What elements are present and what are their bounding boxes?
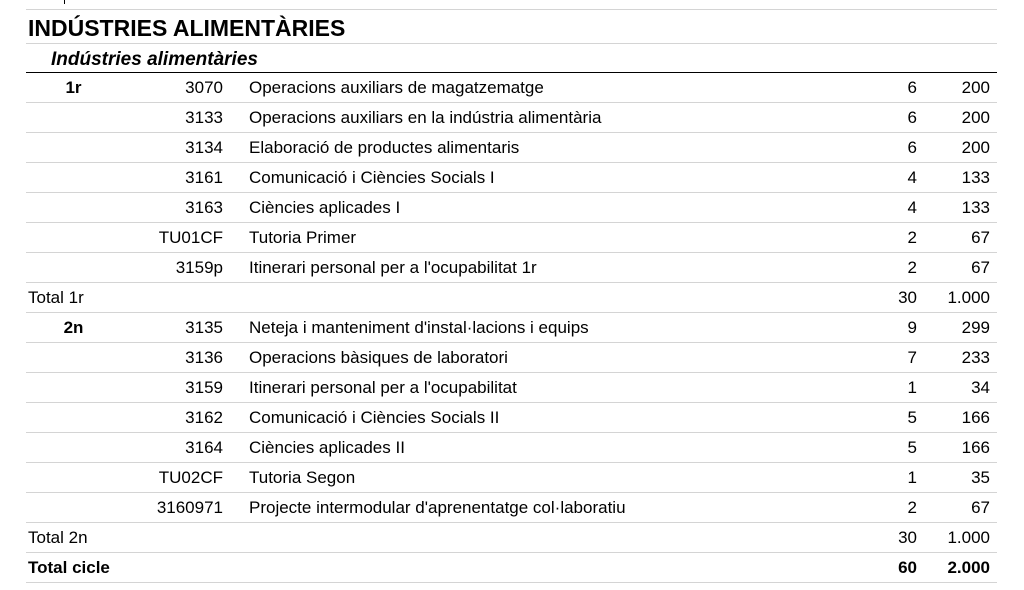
cycle-total-hours: 2.000 — [921, 553, 997, 583]
course-total-row — [26, 283, 997, 313]
module-row — [26, 163, 997, 193]
module-weekly-hours: 5 — [876, 403, 921, 433]
cycle-total-label: Total cicle — [26, 553, 876, 583]
module-name: Comunicació i Ciències Socials II — [243, 403, 876, 433]
course-year-label: 1r — [26, 73, 131, 103]
module-name: Itinerari personal per a l'ocupabilitat 1r — [243, 253, 876, 283]
module-name: Operacions auxiliars de magatzematge — [243, 73, 876, 103]
module-code: 3136 — [131, 343, 243, 373]
cycle-title: Indústries alimentàries — [26, 44, 997, 73]
cropped-stub — [64, 0, 69, 4]
modules-table — [26, 73, 997, 583]
module-row — [26, 73, 997, 103]
module-name: Tutoria Primer — [243, 223, 876, 253]
module-row — [26, 133, 997, 163]
course-year-empty — [26, 493, 131, 523]
cycle-total-row — [26, 553, 997, 583]
module-row — [26, 253, 997, 283]
module-name: Itinerari personal per a l'ocupabilitat — [243, 373, 876, 403]
module-row — [26, 313, 997, 343]
course-total-label: Total 2n — [26, 523, 876, 553]
module-weekly-hours: 4 — [876, 193, 921, 223]
module-weekly-hours: 2 — [876, 493, 921, 523]
module-total-hours: 200 — [921, 133, 997, 163]
module-name: Tutoria Segon — [243, 463, 876, 493]
course-year-empty — [26, 403, 131, 433]
module-total-hours: 233 — [921, 343, 997, 373]
module-code: TU01CF — [131, 223, 243, 253]
module-total-hours: 35 — [921, 463, 997, 493]
module-weekly-hours: 4 — [876, 163, 921, 193]
module-code: 3159p — [131, 253, 243, 283]
module-name: Neteja i manteniment d'instal·lacions i equips — [243, 313, 876, 343]
module-weekly-hours: 6 — [876, 103, 921, 133]
module-weekly-hours: 2 — [876, 253, 921, 283]
module-weekly-hours: 9 — [876, 313, 921, 343]
module-total-hours: 34 — [921, 373, 997, 403]
module-row — [26, 343, 997, 373]
course-total-weekly-hours: 30 — [876, 523, 921, 553]
module-weekly-hours: 6 — [876, 73, 921, 103]
curriculum-sheet — [26, 0, 997, 583]
module-weekly-hours: 2 — [876, 223, 921, 253]
course-total-label: Total 1r — [26, 283, 876, 313]
module-name: Comunicació i Ciències Socials I — [243, 163, 876, 193]
module-code: 3162 — [131, 403, 243, 433]
module-name: Elaboració de productes alimentaris — [243, 133, 876, 163]
module-total-hours: 166 — [921, 403, 997, 433]
module-code: 3160971 — [131, 493, 243, 523]
module-total-hours: 133 — [921, 193, 997, 223]
module-name: Projecte intermodular d'aprenentatge col·laboratiu — [243, 493, 876, 523]
module-weekly-hours: 1 — [876, 373, 921, 403]
module-name: Ciències aplicades II — [243, 433, 876, 463]
module-code: 3161 — [131, 163, 243, 193]
module-code: TU02CF — [131, 463, 243, 493]
module-total-hours: 67 — [921, 253, 997, 283]
cycle-total-weekly-hours: 60 — [876, 553, 921, 583]
module-weekly-hours: 7 — [876, 343, 921, 373]
module-row — [26, 403, 997, 433]
course-total-weekly-hours: 30 — [876, 283, 921, 313]
module-row — [26, 373, 997, 403]
course-year-empty — [26, 163, 131, 193]
course-year-empty — [26, 133, 131, 163]
module-row — [26, 223, 997, 253]
module-weekly-hours: 5 — [876, 433, 921, 463]
course-total-hours: 1.000 — [921, 283, 997, 313]
module-row — [26, 463, 997, 493]
module-code: 3135 — [131, 313, 243, 343]
course-year-label: 2n — [26, 313, 131, 343]
module-total-hours: 133 — [921, 163, 997, 193]
module-name: Operacions auxiliars en la indústria alimentària — [243, 103, 876, 133]
course-year-empty — [26, 103, 131, 133]
module-row — [26, 193, 997, 223]
module-total-hours: 67 — [921, 493, 997, 523]
module-total-hours: 200 — [921, 73, 997, 103]
module-weekly-hours: 6 — [876, 133, 921, 163]
module-row — [26, 103, 997, 133]
course-year-empty — [26, 193, 131, 223]
module-code: 3070 — [131, 73, 243, 103]
module-code: 3163 — [131, 193, 243, 223]
module-row — [26, 493, 997, 523]
module-total-hours: 67 — [921, 223, 997, 253]
module-code: 3133 — [131, 103, 243, 133]
module-total-hours: 200 — [921, 103, 997, 133]
module-code: 3164 — [131, 433, 243, 463]
top-rule — [26, 0, 997, 10]
module-code: 3159 — [131, 373, 243, 403]
course-year-empty — [26, 223, 131, 253]
course-year-empty — [26, 433, 131, 463]
module-row — [26, 433, 997, 463]
module-code: 3134 — [131, 133, 243, 163]
module-name: Operacions bàsiques de laboratori — [243, 343, 876, 373]
family-title: INDÚSTRIES ALIMENTÀRIES — [26, 10, 997, 44]
module-name: Ciències aplicades I — [243, 193, 876, 223]
course-year-empty — [26, 463, 131, 493]
course-year-empty — [26, 373, 131, 403]
course-total-hours: 1.000 — [921, 523, 997, 553]
module-total-hours: 166 — [921, 433, 997, 463]
module-weekly-hours: 1 — [876, 463, 921, 493]
modules-table-body — [26, 73, 997, 583]
module-total-hours: 299 — [921, 313, 997, 343]
course-year-empty — [26, 253, 131, 283]
course-total-row — [26, 523, 997, 553]
course-year-empty — [26, 343, 131, 373]
